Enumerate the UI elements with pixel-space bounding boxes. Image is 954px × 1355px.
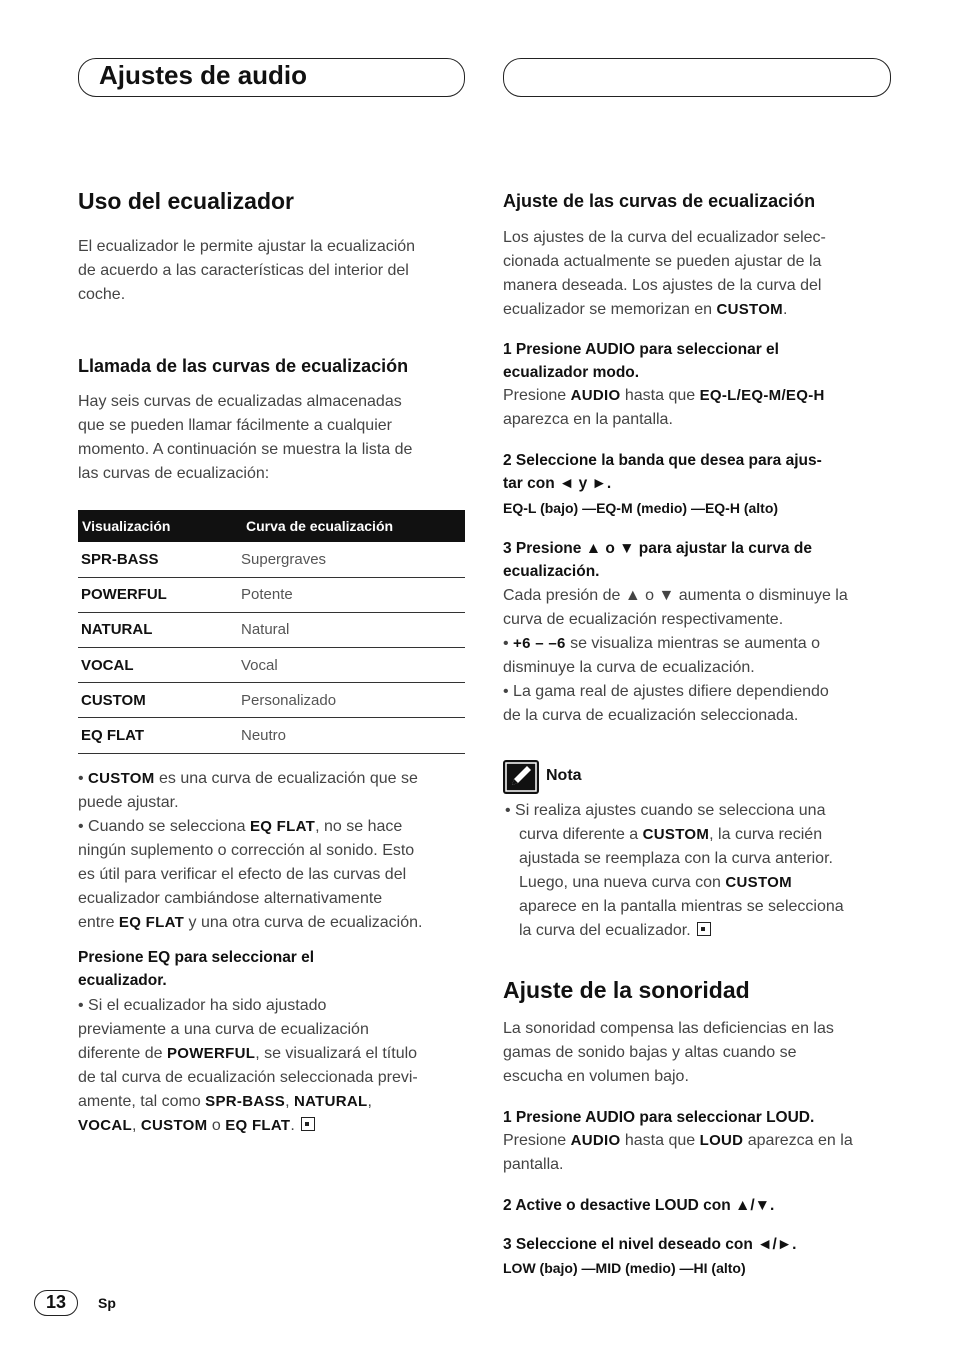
text-span: la curva del ecualizador.: [519, 922, 691, 939]
loud-step-3-sequence: LOW (bajo) —MID (medio) —HI (alto): [503, 1260, 746, 1276]
table-cell: POWERFUL: [78, 577, 238, 612]
loud-step-1: [503, 1106, 891, 1129]
text-line: • Si realiza ajustes cuando se selecciona una: [505, 802, 826, 819]
text-line: momento. A continuación se muestra la lista de: [78, 441, 413, 458]
text-line: de acuerdo a las características del interior del: [78, 262, 409, 279]
text-line: manera deseada. Los ajustes de la curva del: [503, 277, 822, 294]
text-line: [505, 823, 893, 847]
table-row: [78, 612, 465, 647]
text-span: curva diferente a: [519, 826, 643, 843]
text-span: es una curva de ecualización que se: [154, 770, 418, 787]
subsection-title-ajuste: Ajuste de las curvas de ecualización: [503, 191, 816, 211]
ajuste-paragraph: [503, 226, 891, 322]
table-header-curva: Curva de ecualización: [238, 510, 465, 542]
section-title-sonoridad: Ajuste de la sonoridad: [503, 977, 750, 1003]
table-header-visualizacion: Visualización: [78, 510, 238, 542]
end-mark-icon: [697, 922, 711, 936]
end-mark-icon: [301, 1117, 315, 1131]
text-line: [78, 1042, 466, 1066]
text-span: para seleccionar el: [170, 949, 315, 966]
table-cell: Personalizado: [238, 683, 465, 718]
text-line: aparezca en la pantalla.: [503, 411, 673, 428]
step-3: [503, 537, 891, 583]
text-span: con ▲/▼.: [698, 1197, 775, 1214]
text-span: • Cuando se selecciona: [78, 818, 250, 835]
text-line: disminuye la curva de ecualización.: [503, 659, 755, 676]
text-span: ,: [285, 1093, 294, 1110]
text-line: [78, 911, 466, 935]
text-line: [505, 919, 893, 943]
header-title-box: [78, 58, 465, 97]
text-line: La sonoridad compensa las deficiencias en las: [503, 1020, 834, 1037]
keyword: LOUD: [654, 1197, 699, 1214]
keyword: AUDIO: [585, 341, 636, 358]
text-line: ecualizador.: [78, 972, 167, 989]
text-line: Hay seis curvas de ecualizadas almacenadas: [78, 393, 402, 410]
text-span: , se visualizará el título: [255, 1045, 418, 1062]
text-line: [503, 338, 891, 361]
step-1-detail: [503, 384, 891, 432]
keyword: LOUD: [699, 1132, 744, 1149]
text-line: coche.: [78, 286, 126, 303]
text-line: tar con ◄ y ►.: [503, 475, 612, 492]
text-line: • CUSTOM es una curva de ecualización que se: [78, 770, 418, 787]
text-span: Presione: [503, 1132, 571, 1149]
text-line: [78, 1114, 466, 1138]
table-cell: Supergraves: [238, 542, 465, 577]
table-cell: Natural: [238, 612, 465, 647]
step-1: [503, 338, 891, 384]
text-span: ,: [367, 1093, 372, 1110]
text-line: [503, 1129, 891, 1153]
page-language: Sp: [98, 1295, 116, 1311]
keyword: CUSTOM: [725, 874, 792, 891]
table-cell: NATURAL: [78, 612, 238, 647]
table-header-row: [78, 510, 465, 542]
table-row: [78, 718, 465, 753]
text-span: para seleccionar el: [635, 341, 779, 358]
text-line: es útil para verificar el efecto de las curvas del: [78, 866, 407, 883]
text-line: • Si el ecualizador ha sido ajustado: [78, 997, 327, 1014]
text-span: para seleccionar: [635, 1109, 767, 1126]
custom-bullet: [78, 767, 466, 935]
table-cell: Vocal: [238, 648, 465, 683]
text-span: aparezca en la: [743, 1132, 853, 1149]
text-line: ecualización.: [503, 563, 600, 580]
text-line: [503, 384, 891, 408]
llamada-paragraph: [78, 390, 466, 486]
text-line: Los ajustes de la curva del ecualizador selec-: [503, 229, 826, 246]
keyword: EQ FLAT: [249, 818, 316, 835]
text-line: ningún suplemento o corrección al sonido. Esto: [78, 842, 415, 859]
text-line: cionada actualmente se pueden ajustar de la: [503, 253, 822, 270]
keyword: SPR-BASS: [205, 1093, 286, 1110]
step-3-detail: [503, 584, 891, 728]
keyword: VOCAL: [78, 1117, 132, 1134]
text-line: pantalla.: [503, 1156, 564, 1173]
page-title: Ajustes de audio: [99, 60, 308, 90]
page-number: 13: [34, 1290, 78, 1316]
keyword: CUSTOM: [140, 1117, 208, 1134]
text-span: .: [809, 1109, 815, 1126]
text-span: .: [782, 301, 788, 318]
table-cell: SPR-BASS: [78, 542, 238, 577]
table-cell: Neutro: [238, 718, 465, 753]
keyword: EQ FLAT: [225, 1117, 291, 1134]
uso-paragraph: [78, 235, 466, 307]
text-span: Luego, una nueva curva con: [519, 874, 726, 891]
table-row: [78, 648, 465, 683]
keyword: POWERFUL: [166, 1045, 256, 1062]
section-title-uso: Uso del ecualizador: [78, 188, 295, 214]
text-span: y una otra curva de ecualización.: [184, 914, 423, 931]
text-span: diferente de: [78, 1045, 167, 1062]
text-line: ecualizador cambiándose alternativamente: [78, 890, 383, 907]
text-line: [503, 632, 891, 656]
step-2-sequence: EQ-L (bajo) —EQ-M (medio) —EQ-H (alto): [503, 500, 779, 516]
text-span: entre: [78, 914, 119, 931]
keyword: LOUD: [766, 1109, 810, 1126]
text-span: amente, tal como: [78, 1093, 206, 1110]
text-line: [505, 871, 893, 895]
text-line: ecualizador modo.: [503, 364, 640, 381]
table-cell: CUSTOM: [78, 683, 238, 718]
text-span: hasta que: [620, 1132, 700, 1149]
keyword: EQ FLAT: [118, 914, 185, 931]
press-eq-step: [78, 946, 466, 992]
pencil-icon: [503, 760, 539, 794]
note-pencil-icon: [503, 760, 539, 794]
text-line: escucha en volumen bajo.: [503, 1068, 689, 1085]
text-span: , no se hace: [315, 818, 403, 835]
note-label: Nota: [546, 767, 582, 784]
keyword: EQ: [147, 949, 171, 966]
text-span: 1 Presione: [503, 1109, 586, 1126]
text-span: ecualizador se memorizan en: [503, 301, 717, 318]
keyword: CUSTOM: [642, 826, 710, 843]
text-span: ,: [132, 1117, 141, 1134]
keyword: NATURAL: [293, 1093, 368, 1110]
text-line: • La gama real de ajustes difiere dependiendo: [503, 683, 829, 700]
text-line: de tal curva de ecualización seleccionada previ-: [78, 1069, 418, 1086]
sonoridad-paragraph: [503, 1017, 891, 1089]
text-line: [78, 1090, 466, 1114]
loud-step-1-detail: [503, 1129, 891, 1177]
text-span: se visualiza mientras se aumenta o: [565, 635, 820, 652]
text-line: [503, 298, 891, 322]
text-line: Cada presión de ▲ o ▼ aumenta o disminuye la: [503, 587, 848, 604]
keyword: AUDIO: [570, 387, 621, 404]
text-line: El ecualizador le permite ajustar la ecualización: [78, 238, 416, 255]
text-span: Presione: [503, 387, 571, 404]
table-row: [78, 683, 465, 718]
loud-step-3: 3 Seleccione el nivel deseado con ◄/►.: [503, 1236, 797, 1253]
keyword: +6 – –6: [513, 635, 566, 652]
table-row: [78, 542, 465, 577]
text-line: gamas de sonido bajas y altas cuando se: [503, 1044, 797, 1061]
keyword: CUSTOM: [716, 301, 783, 318]
text-line: las curvas de ecualización:: [78, 465, 270, 482]
table-row: [78, 577, 465, 612]
eq-curve-table: [78, 510, 465, 754]
subsection-title-llamada: Llamada de las curvas de ecualización: [78, 356, 409, 376]
text-line: aparece en la pantalla mientras se selecciona: [519, 898, 844, 915]
text-line: de la curva de ecualización seleccionada.: [503, 707, 799, 724]
text-span: hasta que: [620, 387, 700, 404]
note-text: [505, 799, 893, 943]
text-line: 2 Seleccione la banda que desea para ajus-: [503, 452, 822, 469]
text-span: •: [503, 635, 514, 652]
text-line: 3 Presione ▲ o ▼ para ajustar la curva de: [503, 540, 812, 557]
keyword: EQ-L/EQ-M/EQ-H: [699, 387, 825, 404]
table-cell: EQ FLAT: [78, 718, 238, 753]
eq-bullet: [78, 994, 466, 1138]
text-span: 2 Active o desactive: [503, 1197, 655, 1214]
text-line: puede ajustar.: [78, 794, 179, 811]
text-line: curva de ecualización respectivamente.: [503, 611, 784, 628]
text-line: ajustada se reemplaza con la curva anterior.: [519, 850, 833, 867]
text-line: [78, 946, 466, 969]
loud-step-2: [503, 1194, 891, 1217]
text-line: [78, 815, 466, 839]
header-empty-box: [503, 58, 891, 97]
table-cell: Potente: [238, 577, 465, 612]
step-2: [503, 449, 891, 495]
text-span: o: [207, 1117, 226, 1134]
keyword: CUSTOM: [88, 770, 155, 787]
text-line: que se pueden llamar fácilmente a cualquier: [78, 417, 392, 434]
text-span: 1 Presione: [503, 341, 586, 358]
text-span: Presione: [78, 949, 148, 966]
text-span: , la curva recién: [709, 826, 823, 843]
table-cell: VOCAL: [78, 648, 238, 683]
keyword: AUDIO: [585, 1109, 636, 1126]
text-span: .: [290, 1117, 295, 1134]
text-line: previamente a una curva de ecualización: [78, 1021, 369, 1038]
keyword: AUDIO: [570, 1132, 621, 1149]
